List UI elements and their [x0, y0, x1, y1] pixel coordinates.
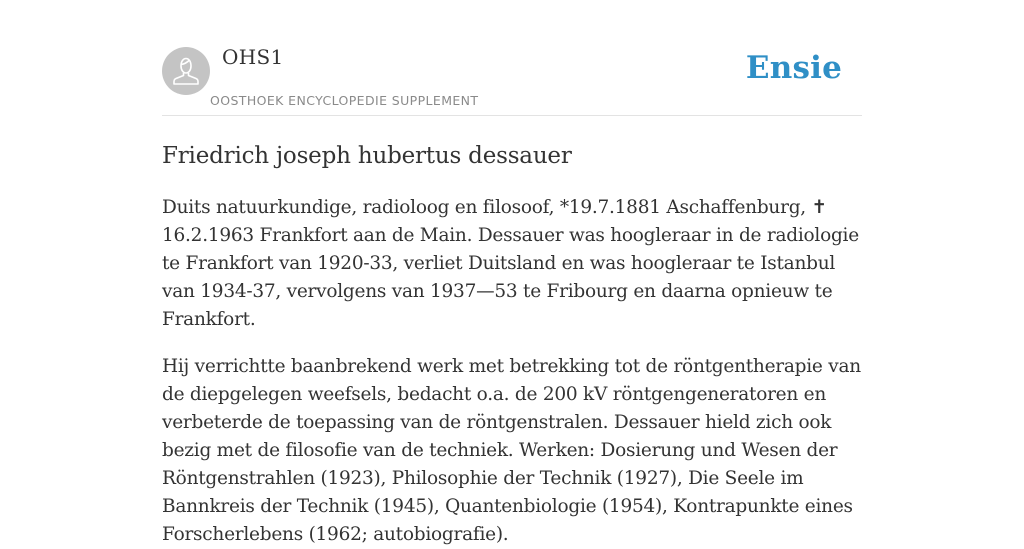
site-logo[interactable]: Ensie: [745, 50, 842, 86]
avatar[interactable]: [162, 47, 210, 95]
article-container: [162, 0, 862, 549]
article-header: [162, 0, 862, 116]
user-silhouette-icon: [162, 47, 210, 95]
article-title: Friedrich joseph hubertus dessauer: [162, 143, 572, 169]
article-paragraph: Hij verrichtte baanbrekend werk met betrekking tot de röntgentherapie van de diepgelegen weefsels, bedacht o.a. de 200 kV röntgengeneratoren en verbeterde de toepassing van de röntgenstralen. Dessauer hield zich ook bezig met de filosofie van de techniek. Werken: Dosierung und Wesen der Röntgenstrahlen (1923), Philosophie der Technik (1927), Die Seele im Bannkreis der Technik (1945), Quantenbiologie (1954), Kontrapunkte eines Forscherlebens (1962; autobiografie).: [162, 356, 861, 545]
author-subtitle: OOSTHOEK ENCYCLOPEDIE SUPPLEMENT: [210, 93, 479, 108]
article-paragraph: Duits natuurkundige, radioloog en filosoof, *19.7.1881 Aschaffenburg, ✝ 16.2.1963 Frankfort aan de Main. Dessauer was hoogleraar in de radiologie te Frankfort van 1920-33, verliet Duitsland en was hoogleraar te Istanbul van 1934-37, vervolgens van 1937—53 te Fribourg en daarna opnieuw te Frankfort.: [162, 197, 859, 330]
author-name[interactable]: OHS1: [222, 45, 284, 69]
